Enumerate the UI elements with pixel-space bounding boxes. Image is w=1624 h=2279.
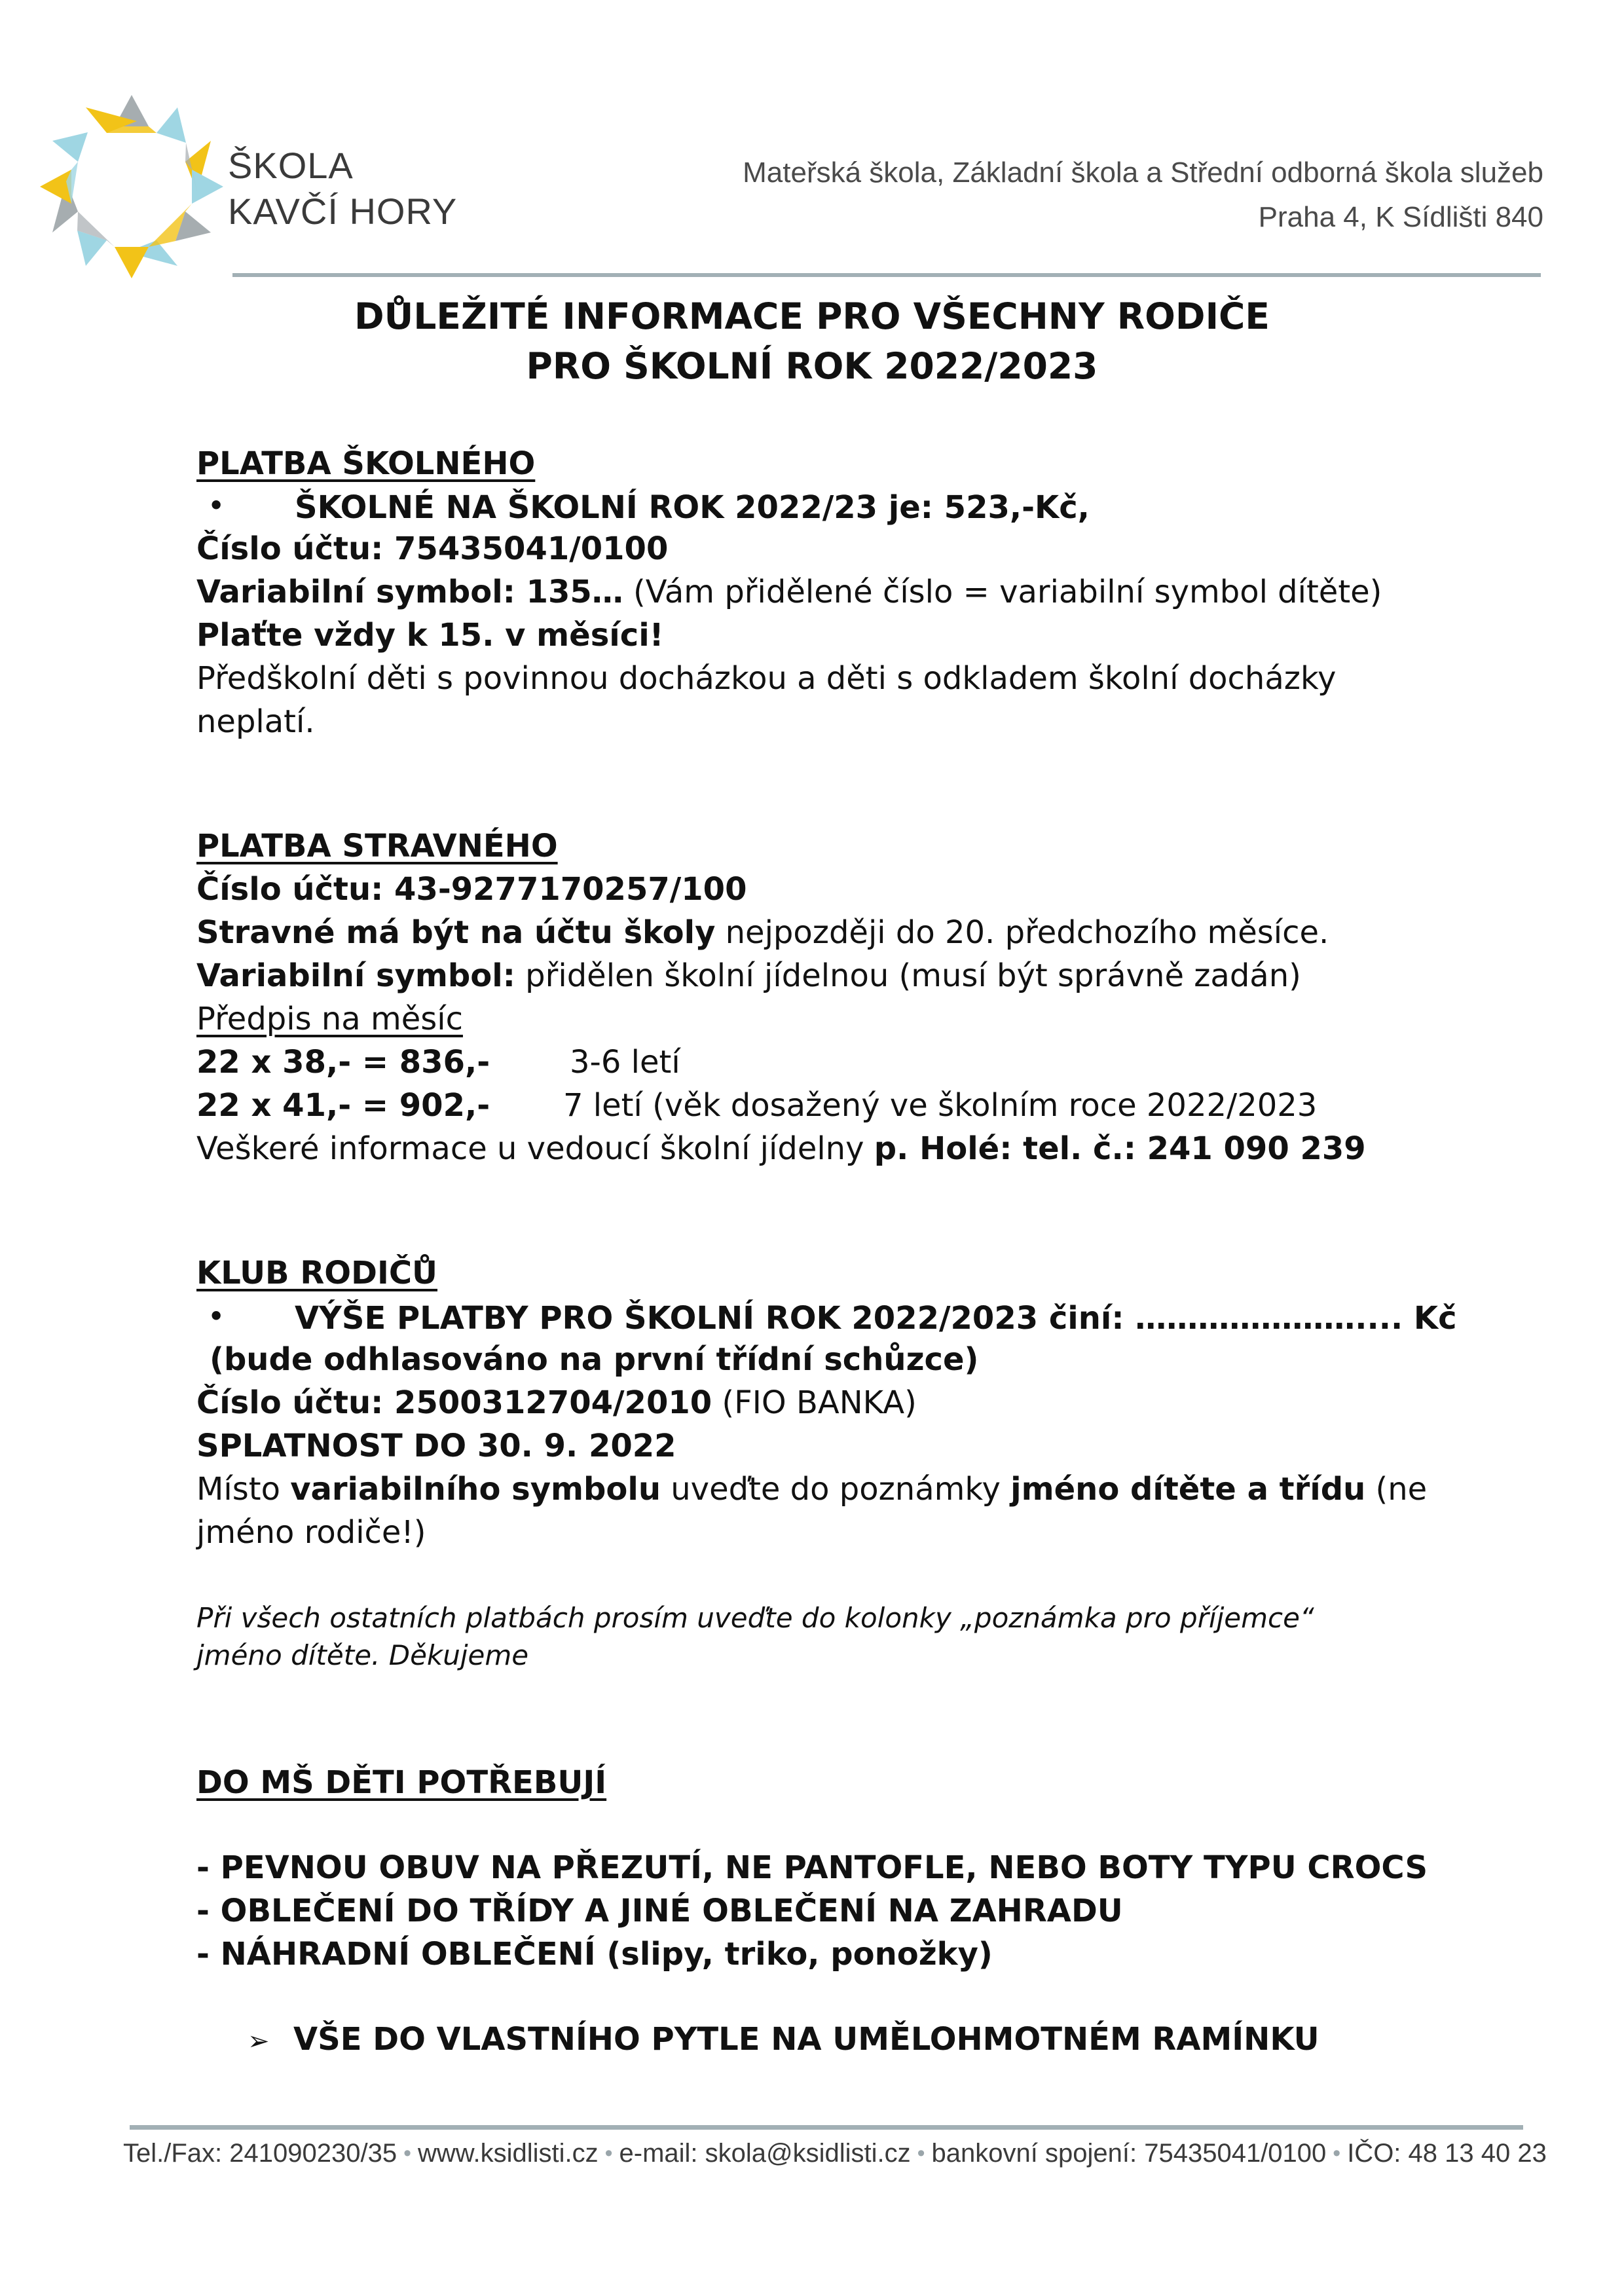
skolne-amount: ŠKOLNÉ NA ŠKOLNÍ ROK 2022/23 je: 523,-Kč, <box>295 489 1090 526</box>
klub-account-bank: (FIO BANKA) <box>712 1384 917 1421</box>
stravne-vs <box>196 955 1301 997</box>
footer-phone: Tel./Fax: 241090230/35 <box>123 2138 397 2168</box>
potreby-final <box>248 2018 1320 2062</box>
klub-note-e: (ne <box>1365 1471 1428 1508</box>
arrow-bullet-icon: ➢ <box>248 2026 270 2056</box>
title-line2: PRO ŠKOLNÍ ROK 2022/2023 <box>526 345 1098 387</box>
stravne-predpis: Předpis na měsíc <box>196 1001 463 1037</box>
page-title <box>0 291 1624 391</box>
heading-klub: KLUB RODIČŮ <box>196 1255 438 1291</box>
skolne-vs-label: Variabilní symbol: 135… <box>196 574 623 610</box>
skolne-exempt-1: Předškolní děti s povinnou docházkou a děti s odkladem školní docházky <box>196 660 1337 697</box>
school-header <box>743 151 1543 240</box>
bullet-icon: • <box>208 491 225 520</box>
footer-separator: • <box>604 2140 613 2166</box>
stravne-due <box>196 912 1329 954</box>
skolne-vs-note: (Vám přidělené číslo = variabilní symbol dítěte) <box>623 574 1382 610</box>
logo-line1: ŠKOLA <box>228 145 354 186</box>
klub-note <box>196 1468 1427 1510</box>
footer-bank: bankovní spojení: 75435041/0100 <box>931 2138 1327 2168</box>
school-logo <box>37 92 227 282</box>
skolne-account: Číslo účtu: 75435041/0100 <box>196 530 669 567</box>
stravne-contact <box>196 1128 1366 1170</box>
stravne-due-rest: nejpozději do 20. předchozího měsíce. <box>715 914 1329 951</box>
potreby-item-3: - NÁHRADNÍ OBLEČENÍ (slipy, triko, ponožky) <box>196 1936 993 1973</box>
klub-note-d: jméno dítěte a třídu <box>1010 1471 1366 1508</box>
heading-stravne: PLATBA STRAVNÉHO <box>196 828 558 864</box>
heading-skolne: PLATBA ŠKOLNÉHO <box>196 445 536 482</box>
stravne-vs-bold: Variabilní symbol: <box>196 957 515 994</box>
skolne-payday: Plaťte vždy k 15. v měsíci! <box>196 617 664 654</box>
footer-website: www.ksidlisti.cz <box>418 2138 599 2168</box>
klub-note-a: Místo <box>196 1471 291 1508</box>
logo-wordmark <box>228 143 457 234</box>
payment-note-2: jméno dítěte. Děkujeme <box>196 1639 529 1671</box>
stravne-row-1-calc: 22 x 38,- = 836,- <box>196 1044 490 1081</box>
skolne-vs <box>196 571 1382 613</box>
stravne-row-1-note: 3-6 letí <box>570 1044 680 1081</box>
klub-bullet <box>196 1295 1457 1339</box>
klub-account <box>196 1382 917 1424</box>
title-line1: DŮLEŽITÉ INFORMACE PRO VŠECHNY RODIČE <box>354 295 1270 337</box>
school-name: Mateřská škola, Základní škola a Střední odborná škola služeb <box>743 157 1543 189</box>
potreby-item-1: - PEVNOU OBUV NA PŘEZUTÍ, NE PANTOFLE, NEBO BOTY TYPU CROCS <box>196 1849 1428 1886</box>
klub-note-c: uveďte do poznámky <box>660 1471 1011 1508</box>
klub-account-number: Číslo účtu: 2500312704/2010 <box>196 1384 712 1421</box>
footer-separator: • <box>1333 2140 1341 2166</box>
footer <box>123 2127 1547 2179</box>
stravne-vs-rest: přidělen školní jídelnou (musí být správně zadán) <box>515 957 1301 994</box>
footer-email: e-mail: skola@ksidlisti.cz <box>619 2138 911 2168</box>
stravne-row-1 <box>196 1041 680 1083</box>
klub-due: SPLATNOST DO 30. 9. 2022 <box>196 1428 676 1464</box>
skolne-bullet <box>196 485 1090 528</box>
stravne-row-2-note: 7 letí (věk dosažený ve školním roce 2022/2023 <box>563 1087 1318 1124</box>
footer-separator: • <box>917 2140 925 2166</box>
klub-bullet-sub: (bude odhlasováno na první třídní schůzce) <box>210 1341 979 1378</box>
stravne-row-2-calc: 22 x 41,- = 902,- <box>196 1087 490 1124</box>
footer-ico: IČO: 48 13 40 23 <box>1347 2138 1547 2168</box>
payment-note-1: Při všech ostatních platbách prosím uveďte do kolonky „poznámka pro příjemce“ <box>196 1602 1314 1634</box>
klub-note-line2: jméno rodiče!) <box>196 1514 426 1551</box>
stravne-contact-phone: p. Holé: tel. č.: 241 090 239 <box>874 1130 1366 1167</box>
stravne-account: Číslo účtu: 43-9277170257/100 <box>196 871 747 908</box>
bullet-icon: • <box>208 1302 225 1331</box>
potreby-item-2: - OBLEČENÍ DO TŘÍDY A JINÉ OBLEČENÍ NA ZAHRADU <box>196 1893 1123 1929</box>
stravne-contact-text: Veškeré informace u vedoucí školní jídelny <box>196 1130 874 1167</box>
skolne-exempt-2: neplatí. <box>196 703 315 740</box>
logo-line2: KAVČÍ HORY <box>228 191 458 232</box>
potreby-final-text: VŠE DO VLASTNÍHO PYTLE NA UMĚLOHMOTNÉM RAMÍNKU <box>293 2021 1320 2058</box>
stravne-row-2 <box>196 1084 1317 1126</box>
heading-potreby: DO MŠ DĚTI POTŘEBUJÍ <box>196 1764 607 1801</box>
header-divider <box>232 273 1541 277</box>
klub-note-b: variabilního symbolu <box>290 1471 661 1508</box>
klub-amount: VÝŠE PLATBY PRO ŠKOLNÍ ROK 2022/2023 činí: ………………….... Kč <box>295 1300 1457 1337</box>
stravne-due-bold: Stravné má být na účtu školy <box>196 914 716 951</box>
school-address: Praha 4, K Sídlišti 840 <box>1258 201 1543 233</box>
footer-separator: • <box>403 2140 411 2166</box>
